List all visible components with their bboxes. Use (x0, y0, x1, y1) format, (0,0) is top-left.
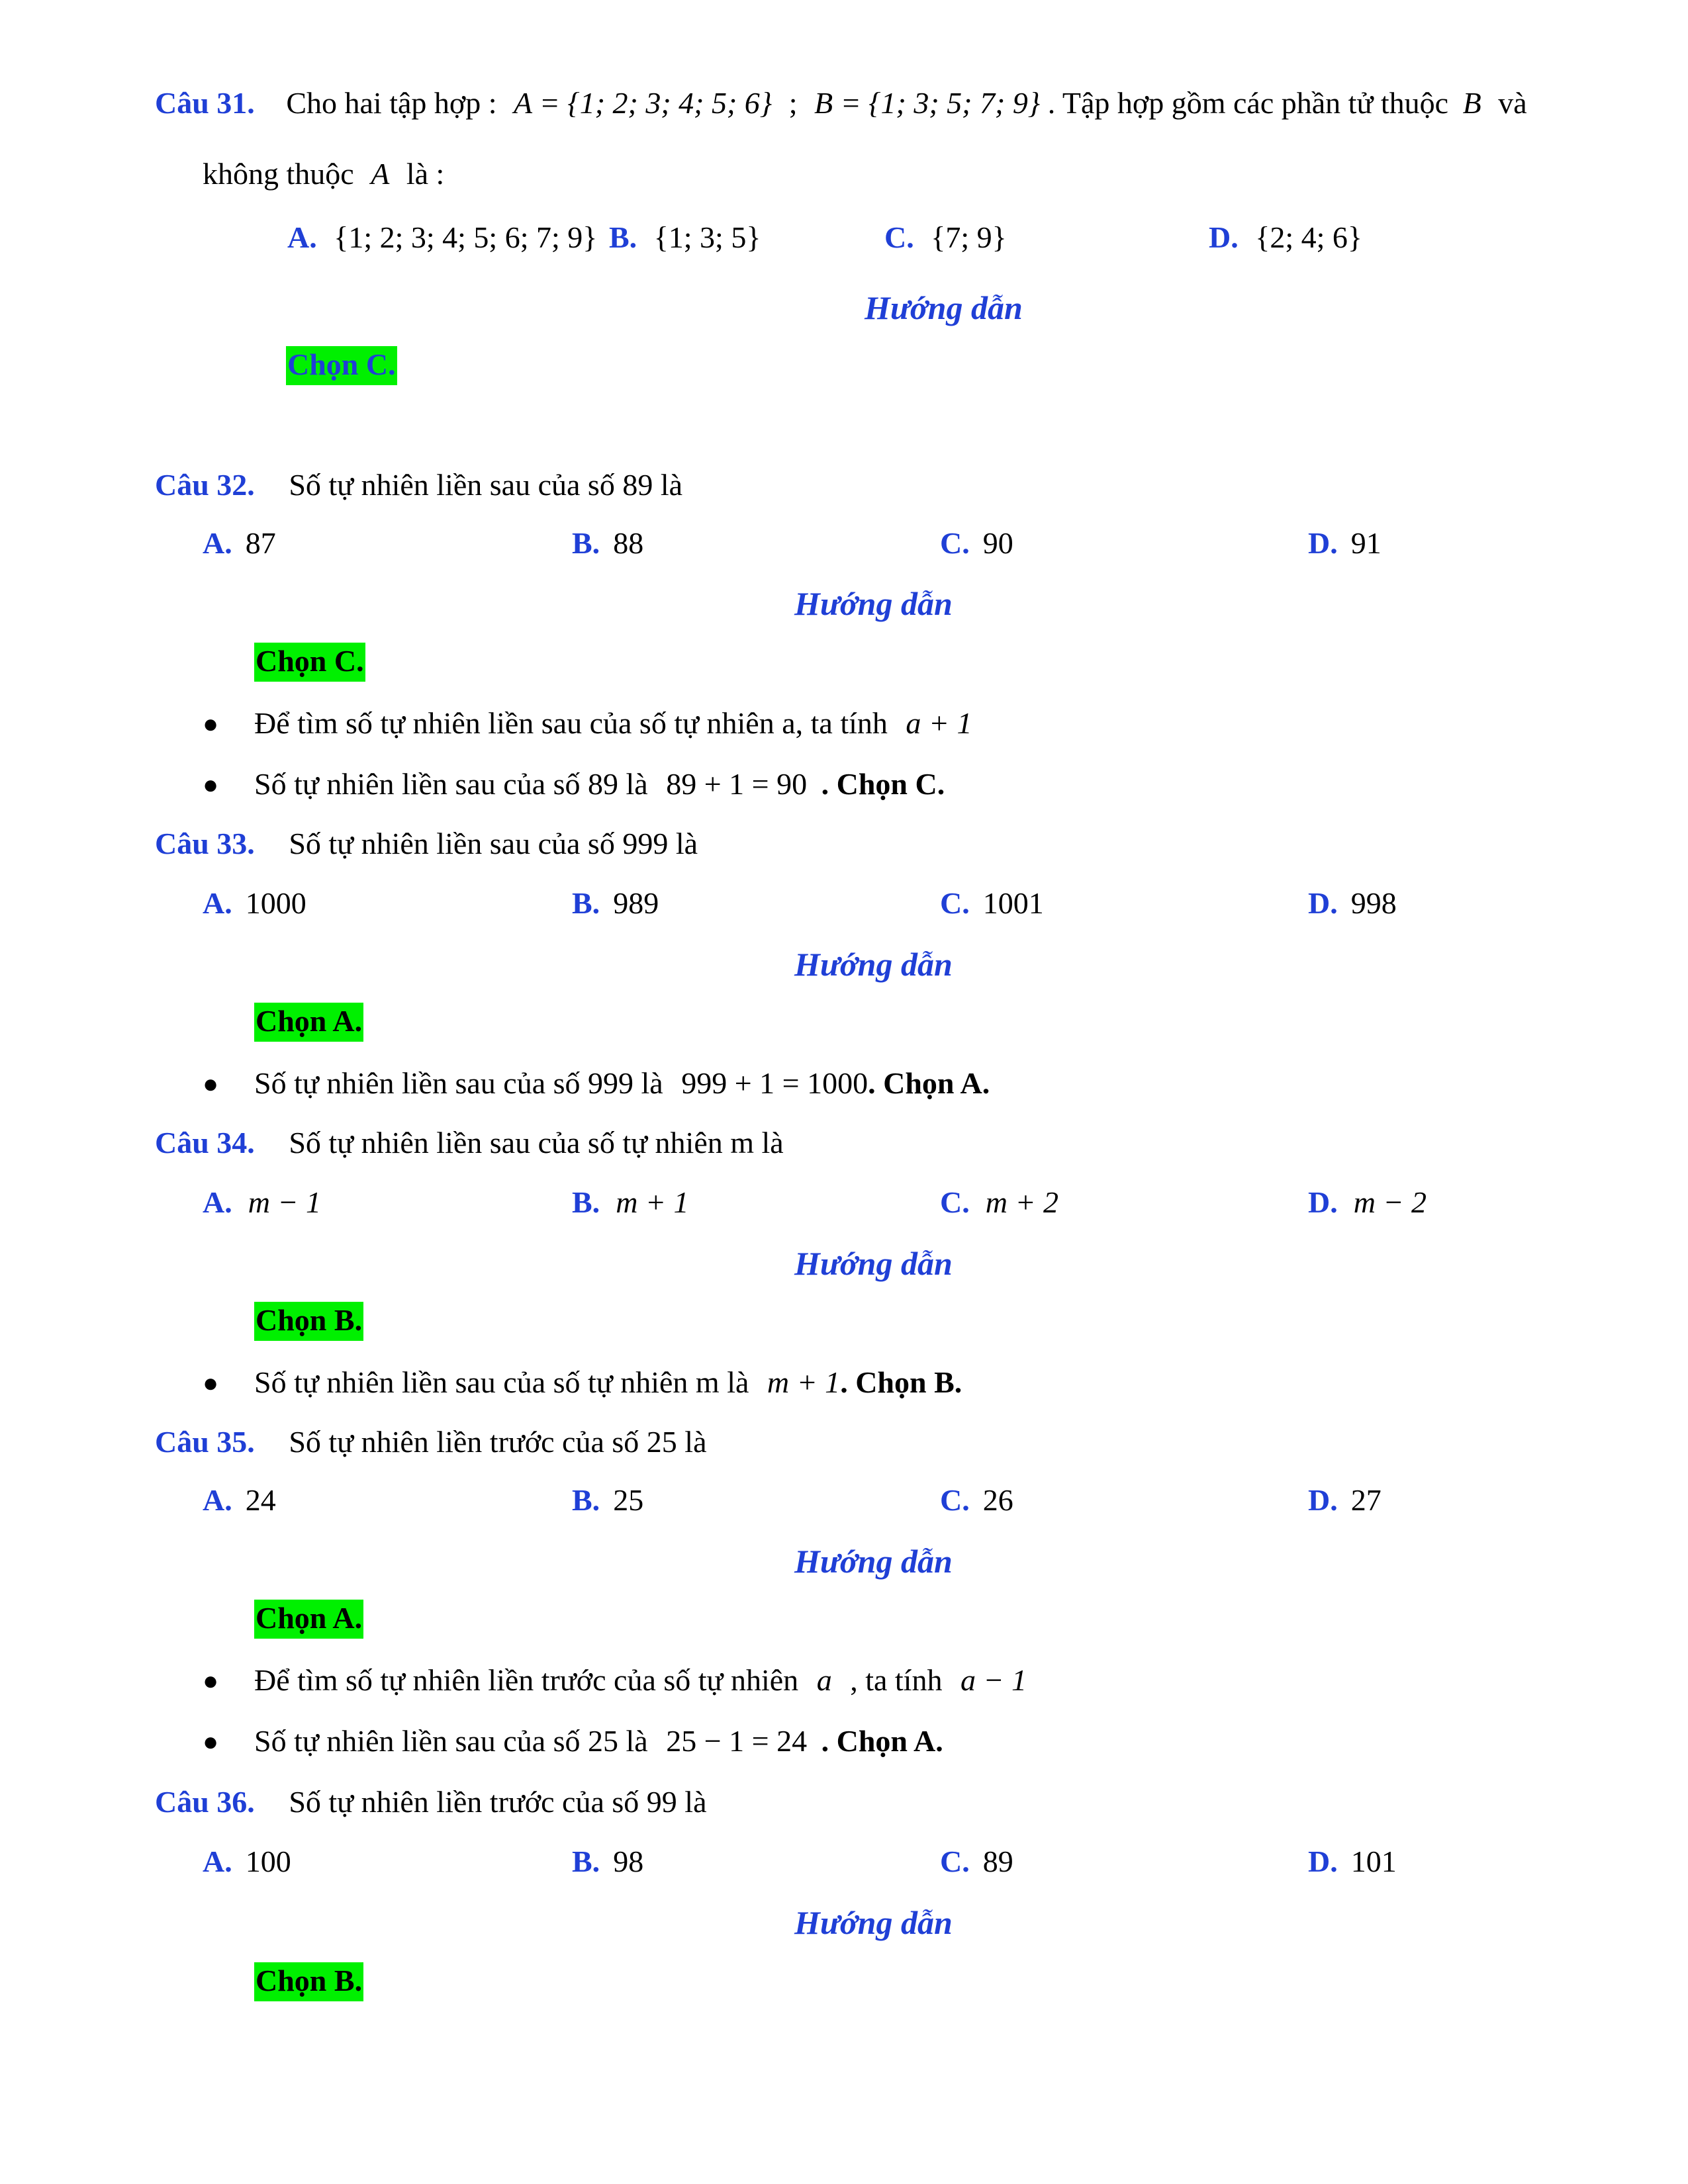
bullet-icon: ● (203, 1069, 219, 1099)
bullet-icon: ● (203, 1727, 219, 1756)
option-letter: B. (572, 1844, 600, 1878)
option-letter: A. (203, 526, 232, 560)
option-letter: D. (1308, 1185, 1338, 1219)
q33-answer: Chọn A. (254, 1003, 363, 1042)
option-letter: B. (572, 1185, 600, 1219)
q36-option-d (1308, 1846, 1397, 1877)
option-value: 90 (982, 526, 1013, 560)
option-value: m + 2 (985, 1185, 1058, 1219)
option-letter: A. (287, 220, 317, 254)
q33-label: Câu 33. (155, 827, 255, 860)
q35-bullet-1 (254, 1665, 1027, 1696)
option-letter: C. (884, 220, 914, 254)
option-value: 98 (613, 1844, 644, 1878)
q32-option-d (1308, 528, 1382, 559)
q33-text: Số tự nhiên liền sau của số 999 là (289, 827, 698, 860)
option-value: 1000 (245, 886, 306, 920)
q32-question (155, 470, 682, 500)
q31-option-a (287, 222, 597, 253)
q33-question (155, 829, 698, 859)
q35-option-c (940, 1485, 1013, 1516)
option-value: {1; 3; 5} (653, 220, 761, 254)
option-letter: D. (1308, 526, 1338, 560)
bullet-math: 25 − 1 = 24 (666, 1724, 808, 1758)
option-letter: A. (203, 886, 232, 920)
option-letter: C. (940, 1483, 970, 1517)
bullet-icon: ● (203, 1666, 219, 1696)
bullet-tail: . Chọn B. (840, 1365, 962, 1399)
option-value: 100 (245, 1844, 291, 1878)
bullet-math: 89 + 1 = 90 (666, 767, 808, 801)
option-value: 989 (613, 886, 659, 920)
q36-question (155, 1787, 707, 1817)
q32-text: Số tự nhiên liền sau của số 89 là (289, 468, 683, 502)
option-letter: D. (1308, 1483, 1338, 1517)
q34-bullet-1 (254, 1367, 962, 1398)
q32-option-a (203, 528, 276, 559)
q31-setB: B = {1; 3; 5; 7; 9} (814, 86, 1041, 120)
bullet-var: a (816, 1663, 832, 1697)
q31-text3: và (1498, 86, 1527, 120)
option-value: m − 1 (248, 1185, 321, 1219)
q31-guide-heading: Hướng dẫn (865, 289, 1023, 326)
option-value: 101 (1350, 1844, 1397, 1878)
q32-guide-heading: Hướng dẫn (794, 585, 953, 622)
q33-option-b (572, 888, 659, 919)
q31-text2: . Tập hợp gồm các phần tử thuộc (1047, 86, 1449, 120)
q35-option-a (203, 1485, 276, 1516)
q32-answer-wrap (254, 646, 365, 676)
bullet-math: 999 + 1 = 1000 (681, 1066, 868, 1100)
q33-guide-heading: Hướng dẫn (794, 946, 953, 983)
bullet-text: Số tự nhiên liền sau của số 25 là (254, 1724, 648, 1758)
q31-setA: A = {1; 2; 3; 4; 5; 6} (514, 86, 773, 120)
q31-answer-wrap (286, 349, 397, 380)
bullet-text: Số tự nhiên liền sau của số 89 là (254, 767, 648, 801)
option-letter: B. (572, 526, 600, 560)
q36-text: Số tự nhiên liền trước của số 99 là (289, 1785, 707, 1819)
option-letter: D. (1308, 1844, 1338, 1878)
q33-bullet-1 (254, 1068, 990, 1099)
bullet-mid: , ta tính (850, 1663, 943, 1697)
q32-bullet-1 (254, 708, 972, 739)
option-letter: D. (1209, 220, 1239, 254)
bullet-tail: . Chọn A. (821, 1724, 943, 1758)
q35-option-d (1308, 1485, 1382, 1516)
q31-label: Câu 31. (155, 86, 255, 120)
option-letter: D. (1308, 886, 1338, 920)
q34-text: Số tự nhiên liền sau của số tự nhiên m là (289, 1126, 784, 1160)
bullet-text: Để tìm số tự nhiên liền trước của số tự nhiên (254, 1663, 799, 1697)
option-letter: C. (940, 526, 970, 560)
q31-line2b: là : (406, 157, 445, 191)
q35-answer: Chọn A. (254, 1600, 363, 1639)
option-value: {7; 9} (931, 220, 1007, 254)
q35-label: Câu 35. (155, 1425, 255, 1459)
q33-option-c (940, 888, 1044, 919)
option-letter: A. (203, 1844, 232, 1878)
option-value: 25 (613, 1483, 644, 1517)
q36-answer-wrap (254, 1966, 363, 1996)
bullet-text: Số tự nhiên liền sau của số 999 là (254, 1066, 663, 1100)
option-value: 998 (1350, 886, 1397, 920)
q33-answer-wrap (254, 1006, 363, 1036)
option-letter: C. (940, 886, 970, 920)
option-value: 1001 (982, 886, 1044, 920)
q31-line2 (203, 159, 444, 189)
q31-sep: ; (788, 86, 798, 120)
option-value: 88 (613, 526, 644, 560)
q31-varA: A (371, 157, 390, 191)
q35-guide-heading: Hướng dẫn (794, 1543, 953, 1580)
option-value: 89 (982, 1844, 1013, 1878)
q35-text: Số tự nhiên liền trước của số 25 là (289, 1425, 707, 1459)
q34-answer: Chọn B. (254, 1302, 363, 1341)
q31-line1 (155, 88, 1527, 118)
q34-option-d (1308, 1187, 1427, 1218)
q35-question (155, 1427, 707, 1457)
option-letter: B. (572, 1483, 600, 1517)
q34-label: Câu 34. (155, 1126, 255, 1160)
bullet-tail: . Chọn C. (821, 767, 945, 801)
q36-label: Câu 36. (155, 1785, 255, 1819)
q34-answer-wrap (254, 1305, 363, 1336)
option-letter: C. (940, 1844, 970, 1878)
q36-option-c (940, 1846, 1013, 1877)
bullet-icon: ● (203, 770, 219, 799)
option-value: 24 (245, 1483, 276, 1517)
q35-bullet-2 (254, 1726, 943, 1756)
option-value: 87 (245, 526, 276, 560)
option-letter: B. (609, 220, 637, 254)
q32-option-c (940, 528, 1013, 559)
bullet-text: Để tìm số tự nhiên liền sau của số tự nhiên a, ta tính (254, 706, 888, 740)
q33-option-d (1308, 888, 1397, 919)
q32-answer: Chọn C. (254, 643, 365, 682)
bullet-text: Số tự nhiên liền sau của số tự nhiên m là (254, 1365, 749, 1399)
q34-option-c (940, 1187, 1058, 1218)
q31-line2-text: không thuộc (203, 157, 354, 191)
option-value: {2; 4; 6} (1255, 220, 1362, 254)
q31-option-d (1209, 222, 1362, 253)
q34-question (155, 1128, 784, 1158)
option-letter: B. (572, 886, 600, 920)
option-value: 26 (982, 1483, 1013, 1517)
option-value: 91 (1350, 526, 1382, 560)
bullet-math: m + 1 (767, 1365, 841, 1399)
q36-answer: Chọn B. (254, 1962, 363, 2001)
bullet-icon: ● (203, 709, 219, 739)
q31-varB: B (1462, 86, 1481, 120)
option-letter: A. (203, 1483, 232, 1517)
option-value: m + 1 (616, 1185, 689, 1219)
q34-guide-heading: Hướng dẫn (794, 1245, 953, 1282)
bullet-math: a + 1 (906, 706, 972, 740)
q31-option-b (609, 222, 761, 253)
q33-option-a (203, 888, 306, 919)
q31-answer: Chọn C. (286, 346, 397, 385)
q31-option-c (884, 222, 1007, 253)
q32-label: Câu 32. (155, 468, 255, 502)
option-letter: C. (940, 1185, 970, 1219)
option-value: {1; 2; 3; 4; 5; 6; 7; 9} (334, 220, 598, 254)
q32-option-b (572, 528, 643, 559)
q34-option-a (203, 1187, 321, 1218)
q31-text1: Cho hai tập hợp : (286, 86, 497, 120)
q36-option-b (572, 1846, 643, 1877)
option-value: 27 (1350, 1483, 1382, 1517)
q36-option-a (203, 1846, 291, 1877)
bullet-icon: ● (203, 1368, 219, 1398)
option-value: m − 2 (1353, 1185, 1427, 1219)
bullet-tail: . Chọn A. (868, 1066, 990, 1100)
bullet-math: a − 1 (960, 1663, 1027, 1697)
option-letter: A. (203, 1185, 232, 1219)
q35-answer-wrap (254, 1603, 363, 1633)
q34-option-b (572, 1187, 688, 1218)
q35-option-b (572, 1485, 643, 1516)
q36-guide-heading: Hướng dẫn (794, 1904, 953, 1941)
q32-bullet-2 (254, 769, 945, 799)
